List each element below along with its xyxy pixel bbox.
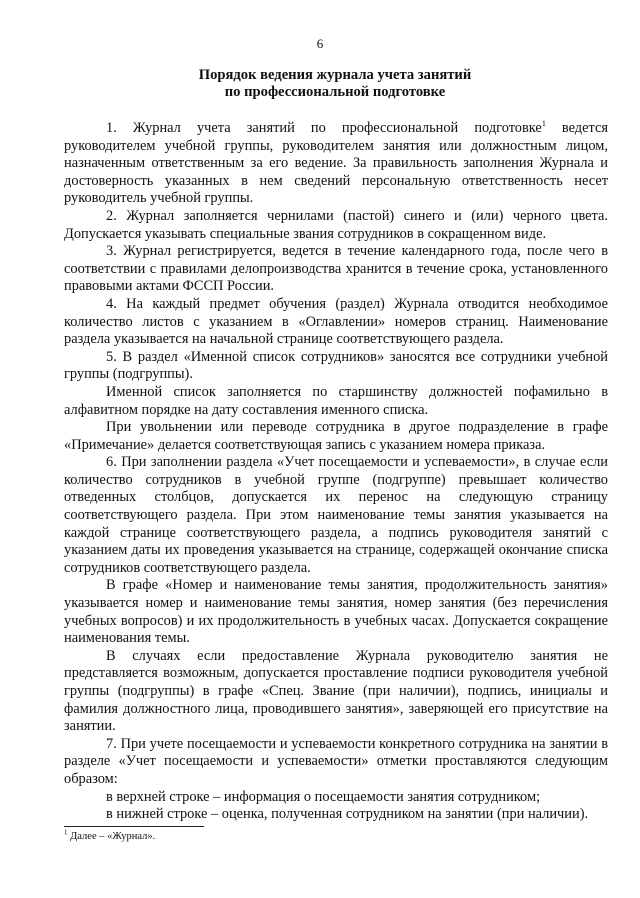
paragraph-4: 4. На каждый предмет обучения (раздел) Журнала отводится необходимое количество листов с указанием в «Оглавлении» номеров страниц. Наименование раздела указывается на начальной странице соответствующего раздела. xyxy=(64,295,608,348)
footnote-marker: 1 xyxy=(64,828,68,837)
footnote-reference: 1 xyxy=(541,119,546,129)
paragraph-7: При увольнении или переводе сотрудника в другое подразделение в графе «Примечание» делается соответствующая запись с указанием номера приказа. xyxy=(64,419,608,453)
footnote-divider xyxy=(64,826,204,827)
paragraph-8: 6. При заполнении раздела «Учет посещаемости и успеваемости», в случае если количество сотрудников в учебной группе (подгруппе) превышает количество отведенных столбцов, допускается их перенос на следующую страницу соответствующего раздела. При этом наименование темы занятия указывается на каждой странице соответствующего раздела, а подпись руководителя занятий с указанием даты их проведения указывается на странице, содержащей окончание списка сотрудников соответствующего раздела. xyxy=(64,454,608,576)
document-body xyxy=(64,120,608,824)
paragraph-2: 2. Журнал заполняется чернилами (пастой) синего и (или) черного цвета. Допускается указывать специальные звания сотрудников в сокращенном виде. xyxy=(64,207,608,242)
footnote xyxy=(64,830,604,843)
title-line-2: по профессиональной подготовке xyxy=(224,84,446,100)
paragraph-5: 5. В раздел «Именной список сотрудников» заносятся все сотрудники учебной группы (подгруппы). xyxy=(64,348,608,383)
paragraph-13: в нижней строке – оценка, полученная сотрудником на занятии (при наличии). xyxy=(106,806,589,823)
title-line-1: Порядок ведения журнала учета занятий xyxy=(198,67,472,83)
paragraph-text: ведется руководителем учебной группы, руководителем занятия или должностным лицом, назначенным ответственным за его ведение. За правильность заполнения Журнала и достоверность указанных в нем сведений персональную ответственность несет руководитель учебной группы. xyxy=(64,120,608,207)
paragraph-6: Именной список заполняется по старшинству должностей пофамильно в алфавитном порядке на дату составления именного списка. xyxy=(64,383,608,418)
footnote-text: Далее – «Журнал». xyxy=(67,831,156,842)
page-number: 6 xyxy=(316,36,324,51)
paragraph-11: 7. При учете посещаемости и успеваемости конкретного сотрудника на занятии в разделе «Учет посещаемости и успеваемости» отметки проставляются следующим образом: xyxy=(64,735,608,787)
document-title xyxy=(60,67,610,101)
paragraph-1 xyxy=(64,120,608,208)
paragraph-12: в верхней строке – информация о посещаемости занятия сотрудником; xyxy=(106,788,541,805)
paragraph-text: 1. Журнал учета занятий по профессиональной подготовке xyxy=(106,120,542,136)
paragraph-9: В графе «Номер и наименование темы занятия, продолжительность занятия» указывается номер и наименование темы занятия, номер занятия (без перечисления учебных вопросов) и их продолжительность в учебных часах. Допускается сокращение наименования темы. xyxy=(64,577,608,647)
paragraph-3: 3. Журнал регистрируется, ведется в течение календарного года, после чего в соответствии с правилами делопроизводства хранится в течение срока, установленного правовыми актами ФССП России. xyxy=(64,243,608,295)
paragraph-10: В случаях если предоставление Журнала руководителю занятия не представляется возможным, допускается проставление подписи руководителя учебной группы (подгруппы) в графе «Спец. Звание (при наличии), подпись, инициалы и фамилия должностного лица, проводившего занятия», заверяющей его присутствие на занятии. xyxy=(64,647,608,735)
